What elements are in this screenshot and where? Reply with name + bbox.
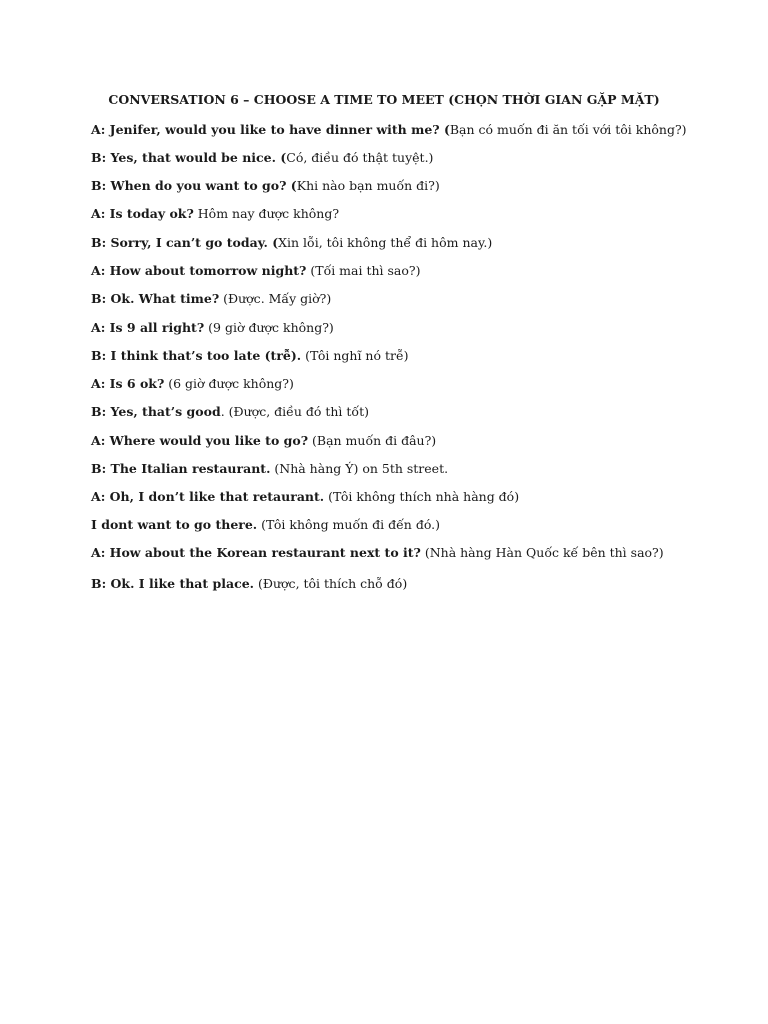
dialogue-line	[91, 404, 369, 419]
vietnamese-translation: Hôm nay được không?	[193, 206, 340, 221]
english-text: B: Yes, that’s good	[91, 404, 221, 419]
dialogue-line	[91, 517, 440, 532]
dialogue-line	[91, 433, 436, 448]
english-text: A: Oh, I don’t like that retaurant.	[91, 489, 325, 504]
dialogue-line	[91, 291, 331, 306]
vietnamese-translation: (9 giờ được không?)	[204, 320, 334, 335]
vietnamese-translation: (Nhà hàng Hàn Quốc kế bên thì sao?)	[420, 545, 664, 560]
dialogue-line	[91, 320, 334, 335]
english-text: A: How about tomorrow night?	[91, 263, 307, 278]
vietnamese-translation: (6 giờ được không?)	[164, 376, 294, 391]
vietnamese-translation: Bạn có muốn đi ăn tối với tôi không?)	[449, 122, 687, 137]
english-text: B: Ok. I like that place.	[91, 576, 255, 591]
dialogue-line	[91, 489, 519, 504]
english-text: A: Jenifer, would you like to have dinner with me? (	[91, 122, 450, 137]
vietnamese-translation: Có, điều đó thật tuyệt.)	[286, 150, 434, 165]
english-text: B: I think that’s too late (trễ).	[91, 348, 302, 363]
dialogue-line	[91, 376, 294, 391]
vietnamese-translation: (Được, tôi thích chỗ đó)	[254, 576, 408, 591]
english-text: B: Sorry, I can’t go today. (	[91, 235, 279, 250]
dialogue-line	[91, 461, 448, 476]
dialogue-line	[91, 150, 433, 165]
vietnamese-translation: (Được. Mấy giờ?)	[219, 291, 332, 306]
vietnamese-translation: Khi nào bạn muốn đi?)	[296, 178, 440, 193]
dialogue-line	[91, 122, 687, 137]
vietnamese-translation: (Tối mai thì sao?)	[306, 263, 421, 278]
english-text: A: How about the Korean restaurant next to it?	[91, 545, 421, 560]
page-title: CONVERSATION 6 – CHOOSE A TIME TO MEET (CHỌN THỜI GIAN GẶP MẶT)	[108, 92, 660, 107]
vietnamese-translation: (Tôi không thích nhà hàng đó)	[324, 489, 520, 504]
english-text: A: Where would you like to go?	[91, 433, 309, 448]
english-text: A: Is today ok?	[91, 206, 194, 221]
dialogue-line	[91, 576, 407, 591]
vietnamese-translation: (Nhà hàng Ý) on 5th street.	[270, 461, 449, 476]
vietnamese-translation: (Tôi nghĩ nó trễ)	[301, 348, 409, 363]
dialogue-line	[91, 263, 420, 278]
vietnamese-translation: Xin lỗi, tôi không thể đi hôm nay.)	[278, 235, 493, 250]
dialogue-line	[91, 545, 664, 560]
english-text: A: Is 6 ok?	[91, 376, 165, 391]
english-text: A: Is 9 all right?	[91, 320, 205, 335]
english-text: B: The Italian restaurant.	[91, 461, 271, 476]
vietnamese-translation: (Tôi không muốn đi đến đó.)	[257, 517, 440, 532]
dialogue-line	[91, 348, 409, 363]
vietnamese-translation: . (Được, điều đó thì tốt)	[220, 404, 369, 419]
dialogue-line	[91, 178, 440, 193]
english-text: B: Ok. What time?	[91, 291, 220, 306]
dialogue-line	[91, 235, 492, 250]
english-text: I dont want to go there.	[91, 517, 258, 532]
english-text: B: When do you want to go? (	[91, 178, 297, 193]
dialogue-line	[91, 206, 339, 221]
vietnamese-translation: (Bạn muốn đi đâu?)	[308, 433, 437, 448]
english-text: B: Yes, that would be nice. (	[91, 150, 287, 165]
